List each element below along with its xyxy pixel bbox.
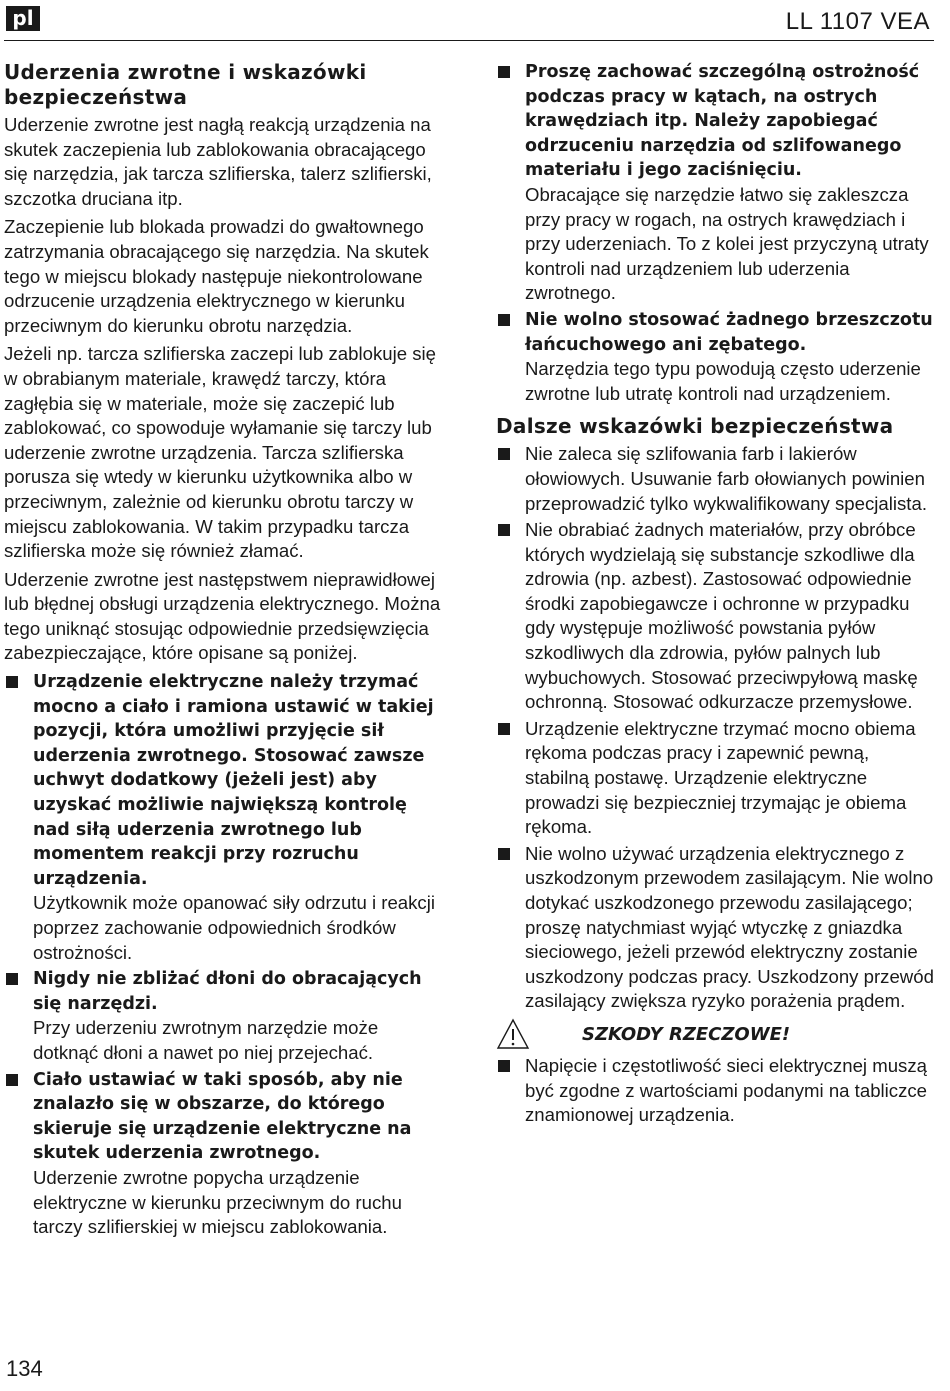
list-item bbox=[496, 442, 934, 516]
square-bullet-icon bbox=[498, 723, 510, 735]
square-bullet-icon bbox=[498, 848, 510, 860]
list-item bbox=[4, 670, 444, 965]
page-number: 134 bbox=[6, 1356, 43, 1381]
section-heading: Dalsze wskazówki bezpieczeństwa bbox=[496, 414, 894, 439]
list-item bbox=[4, 967, 444, 1065]
warning-triangle-icon bbox=[496, 1018, 530, 1050]
list-item bbox=[496, 842, 934, 1014]
paragraph: Jeżeli np. tarcza szlifierska zaczepi lub zablokuje się w obrabianym materiale, krawędź tarczy, która zagłębia się w materiale, może się zaczepić lub zablokować, co spowoduje wyłamanie się tarczy lub uderzenie zwrotne urządzenia. Tarcza szlifierska porusza się wtedy w kierunku użytkownika albo w przeciwnym, zależnie od kierunku obrotu tarczy w miejscu zablokowania. W takim przypadku tarcza szlifierska może się również złamać. bbox=[4, 343, 436, 562]
square-bullet-icon bbox=[6, 1074, 18, 1086]
square-bullet-icon bbox=[498, 1060, 510, 1072]
left-column bbox=[4, 60, 444, 1242]
bullet-lead: Urządzenie elektryczne należy trzymać mocno a ciało i ramiona ustawić w takiej pozycji, która umożliwi przyjęcie sił uderzenia zwrotnego. Stosować zawsze uchwyt dodatkowy (jeżeli jest) aby uzyskać możliwie największą kontrolę nad siłą uderzenia zwrotnego lub momentem reakcji przy rozruchu urządzenia. bbox=[33, 672, 434, 889]
bullet-lead: Proszę zachować szczególną ostrożność podczas pracy w kątach, na ostrych krawędziach itp. Należy zapobiegać odrzuceniu narzędzia od szlifowanego materiału i jego zaciśnięciu. bbox=[525, 62, 920, 181]
right-column bbox=[496, 60, 934, 1130]
bullet-body: Nie wolno używać urządzenia elektrycznego z uszkodzonym przewodem zasilającym. Nie wolno dotykać uszkodzonego przewodu zasilającego; proszę natychmiast wyjąć wtyczkę z gniazdka sieciowego, jeżeli przewód elektryczny zostanie uszkodzony podczas pracy. Uszkodzony przewód zasilający zwiększa ryzyko porażenia prądem. bbox=[525, 842, 934, 1012]
paragraph: Uderzenie zwrotne jest następstwem nieprawidłowej lub błędnej obsługi urządzenia elektrycznego. Można tego uniknąć stosując odpowiednie przedsięwzięcia zabezpieczające, które opisane są poniżej. bbox=[4, 568, 441, 664]
paragraph: Zaczepienie lub blokada prowadzi do gwałtownego zatrzymania obracającego się narzędzia. Na skutek tego w miejscu blokady następuje niekontrolowane odrzucenie urządzenia elektrycznego w kierunku przeciwnym do kierunku obrotu narzędzia. bbox=[4, 216, 429, 336]
bullet-body: Napięcie i częstotliwość sieci elektrycznej muszą być zgodne z wartościami podanymi na tabliczce znamionowej urządzenia. bbox=[525, 1054, 928, 1126]
bullet-body: Nie obrabiać żadnych materiałów, przy obróbce których wydzielają się substancje szkodliwe dla zdrowia (np. azbest). Zastosować odpowiednie środki zapobiegawcze i ochronne w przypadku gdy występuje możliwość powstania pyłów szkodliwych dla zdrowia, pyłów palnych lub wybuchowych. Stosować przeciwpyłową maskę ochronną. Stosować odkurzacze przemysłowe. bbox=[525, 519, 918, 713]
bullet-body: Nie zaleca się szlifowania farb i lakierów ołowiowych. Usuwanie farb ołowianych powinien przeprowadzić tylko wykwalifikowany specjalista. bbox=[525, 443, 927, 514]
bullet-lead: Nigdy nie zbliżać dłoni do obracających się narzędzi. bbox=[33, 969, 422, 1014]
language-tag: pl bbox=[6, 6, 40, 31]
bullet-lead: Nie wolno stosować żadnego brzeszczotu łańcuchowego ani zębatego. bbox=[525, 309, 933, 355]
list-item bbox=[4, 1068, 444, 1240]
bullet-body: Użytkownik może opanować siły odrzutu i reakcji poprzez zachowanie odpowiednich środków ostrożności. bbox=[33, 892, 435, 963]
paragraph: Uderzenie zwrotne jest nagłą reakcją urządzenia na skutek zaczepienia lub zablokowania obracającego się narzędzia, jak tarcza szlifierska, talerz szlifierski, szczotka druciana itp. bbox=[4, 114, 432, 209]
bullet-body: Przy uderzeniu zwrotnym narzędzie może dotknąć dłoni a nawet po niej przejechać. bbox=[33, 1017, 379, 1063]
square-bullet-icon bbox=[498, 524, 510, 536]
bullet-body: Urządzenie elektryczne trzymać mocno obiema rękoma podczas pracy i zapewnić pewną, stabilną postawę. Urządzenie elektryczne prowadzi się bezpieczniej trzymając je obiema rękoma. bbox=[525, 717, 916, 838]
square-bullet-icon bbox=[6, 676, 18, 688]
list-item bbox=[496, 308, 934, 406]
bullet-lead: Ciało ustawiać w taki sposób, aby nie znalazło się w obszarze, do którego skieruje się urządzenie elektryczne na skutek uderzenia zwrotnego. bbox=[33, 1069, 412, 1164]
list-item bbox=[496, 518, 934, 715]
bullet-body: Narzędzia tego typu powodują często uderzenie zwrotne lub utratę kontroli nad urządzeniem. bbox=[525, 358, 921, 404]
bullet-body: Obracające się narzędzie łatwo się zakleszcza przy pracy w rogach, na ostrych krawędziach i przy uderzeniach. To z kolei jest przyczyną utraty kontroli nad urządzeniem lub uderzenia zwrotnego. bbox=[525, 183, 929, 304]
square-bullet-icon bbox=[498, 448, 510, 460]
warning-label: SZKODY RZECZOWE! bbox=[582, 1023, 791, 1045]
list-item bbox=[496, 1054, 934, 1128]
warning-banner bbox=[496, 1018, 934, 1054]
bullet-body: Uderzenie zwrotne popycha urządzenie elektryczne w kierunku przeciwnym do ruchu tarczy szlifierskiej w miejscu zablokowania. bbox=[33, 1166, 402, 1238]
header-rule bbox=[4, 40, 934, 41]
list-item bbox=[496, 717, 934, 840]
square-bullet-icon bbox=[6, 973, 18, 985]
square-bullet-icon bbox=[498, 314, 510, 326]
list-item bbox=[496, 60, 934, 306]
square-bullet-icon bbox=[498, 66, 510, 78]
model-number: LL 1107 VEA bbox=[785, 8, 930, 35]
section-heading: Uderzenia zwrotne i wskazówki bezpieczeństwa bbox=[4, 60, 367, 109]
